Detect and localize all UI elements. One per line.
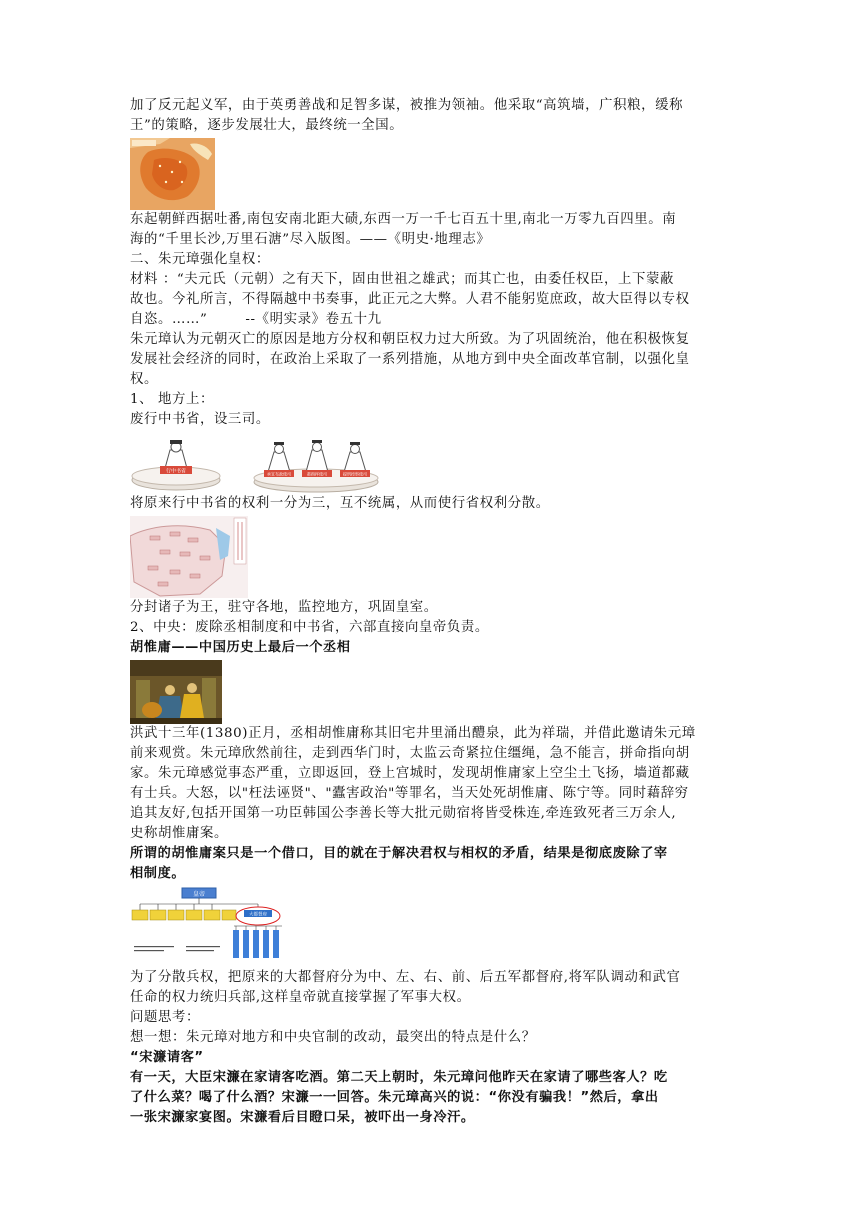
central-structure-diagram (130, 886, 282, 968)
abolish-provinces-text: 废行中书省，设三司。 (130, 412, 270, 427)
local-heading: 1、 地方上： (130, 392, 214, 407)
analysis-line-1: 朱元璋认为元朝灭亡的原因是地方分权和朝臣权力过大所致。为了巩固统治，他在积极恢复 (130, 332, 690, 347)
material-line-2: 故也。今礼所言，不得隔越中书奏事，此正元之大弊。人君不能躬览庶政，故大臣得以专权 (130, 292, 690, 307)
story-line-2: 了什么菜？喝了什么酒？宋濂一一回答。朱元璋高兴的说：“你没有骗我！”然后，拿出 (130, 1090, 659, 1105)
military-line-1: 为了分散兵权，把原来的大都督府分为中、左、右、前、后五军都督府,将军队调动和武官 (130, 970, 681, 985)
hu-case-line-6: 史称胡惟庸案。 (130, 826, 228, 841)
intro-line-1: 加了反元起义军，由于英勇善战和足智多谋，被推为领袖。他采取“高筑墙，广积粮，缓称 (130, 98, 684, 113)
material-line-3 (130, 310, 735, 330)
hu-weiyong-scene-image (130, 660, 222, 724)
fig2-label-buzhengsi: 承宣布政使司 (267, 471, 291, 477)
enfeoff-text: 分封诸子为王，驻守各地，监控地方，巩固皇室。 (130, 600, 438, 615)
central-heading: 2、中央：废除丞相制度和中书省，六部直接向皇帝负责。 (130, 620, 489, 635)
fig5-label-emperor: 皇帝 (192, 891, 206, 898)
section-2-heading: 二、朱元璋强化皇权： (130, 252, 270, 267)
conclusion-line-1: 所谓的胡惟庸案只是一个借口，目的就在于解决君权与相权的矛盾，结果是彻底废除了宰 (130, 846, 668, 861)
material-line-1: 材料 ：“夫元氏（元朝）之有天下，固由世祖之雄武；而其亡也，由委任权臣，上下蒙蔽 (130, 272, 674, 287)
conclusion-line-2: 相制度。 (130, 866, 186, 881)
intro-line-2: 王”的策略，逐步发展壮大，最终统一全国。 (130, 118, 404, 133)
ming-territory-map-image (130, 138, 215, 210)
hu-weiyong-title: 胡惟庸——中国历史上最后一个丞相 (130, 640, 351, 655)
territory-line-2: 海的“千里长沙,万里石溏”尽入版图。——《明史·地理志》 (130, 232, 491, 247)
analysis-line-3: 权。 (130, 372, 158, 387)
fig2-label-duzhihuisi: 都指挥使司 (307, 471, 327, 477)
enfeoffment-map-image (130, 516, 248, 598)
analysis-line-2: 发展社会经济的同时，在政治上采取了一系列措施，从地方到中央全面改革官制，以强化皇 (130, 352, 690, 367)
story-line-1: 有一天，大臣宋濂在家请客吃酒。第二天上朝时，朱元璋问他昨天在家请了哪些客人？吃 (130, 1070, 668, 1085)
hu-case-line-5: 追其友好,包括开国第一功臣韩国公李善长等大批元勋宿将皆受株连,牵连致死者三万余人, (130, 806, 677, 821)
fig2-label-anchasi: 提刑按察使司 (343, 471, 367, 477)
hu-case-line-1: 洪武十三年(1380)正月，丞相胡惟庸称其旧宅井里涌出醴泉，此为祥瑞，并借此邀请朱元璋 (130, 726, 696, 741)
three-offices-illustration (130, 436, 382, 494)
story-line-3: 一张宋濂家宴图。宋濂看后目瞪口呆，被吓出一身冷汗。 (130, 1110, 475, 1125)
document-page (130, 96, 735, 1128)
military-line-2: 任命的权力统归兵部,这样皇帝就直接掌握了军事大权。 (130, 990, 471, 1005)
divide-power-text: 将原来行中书省的权利一分为三，互不统属，从而使行省权利分散。 (130, 496, 550, 511)
fig2-label-province: 行中书省 (165, 468, 187, 475)
hu-case-line-3: 家。朱元璋感觉事态严重，立即返回，登上宫城时，发现胡惟庸家上空尘土飞扬，墙道都藏 (130, 766, 690, 781)
material-quote-end: 自恣。……” (130, 312, 208, 327)
hu-case-line-4: 有士兵。大怒，以"枉法诬贤"、"蠹害政治"等罪名，当天处死胡惟庸、陈宁等。同时藉辞穷 (130, 786, 689, 801)
questions-heading: 问题思考： (130, 1010, 200, 1025)
territory-line-1: 东起朝鲜西据吐番,南包安南北距大碛,东西一万一千七百五十里,南北一万零九百四里。南 (130, 212, 677, 227)
fig5-label-dudufu: 大都督府 (249, 912, 267, 918)
story-title: “宋濂请客” (130, 1050, 204, 1065)
hu-case-line-2: 前来观赏。朱元璋欣然前往，走到西华门时，太监云奇紧拉住缰绳，急不能言，拼命指向胡 (130, 746, 690, 761)
material-source: --《明实录》卷五十九 (245, 312, 382, 327)
think-question: 想一想：朱元璋对地方和中央官制的改动，最突出的特点是什么？ (130, 1030, 536, 1045)
